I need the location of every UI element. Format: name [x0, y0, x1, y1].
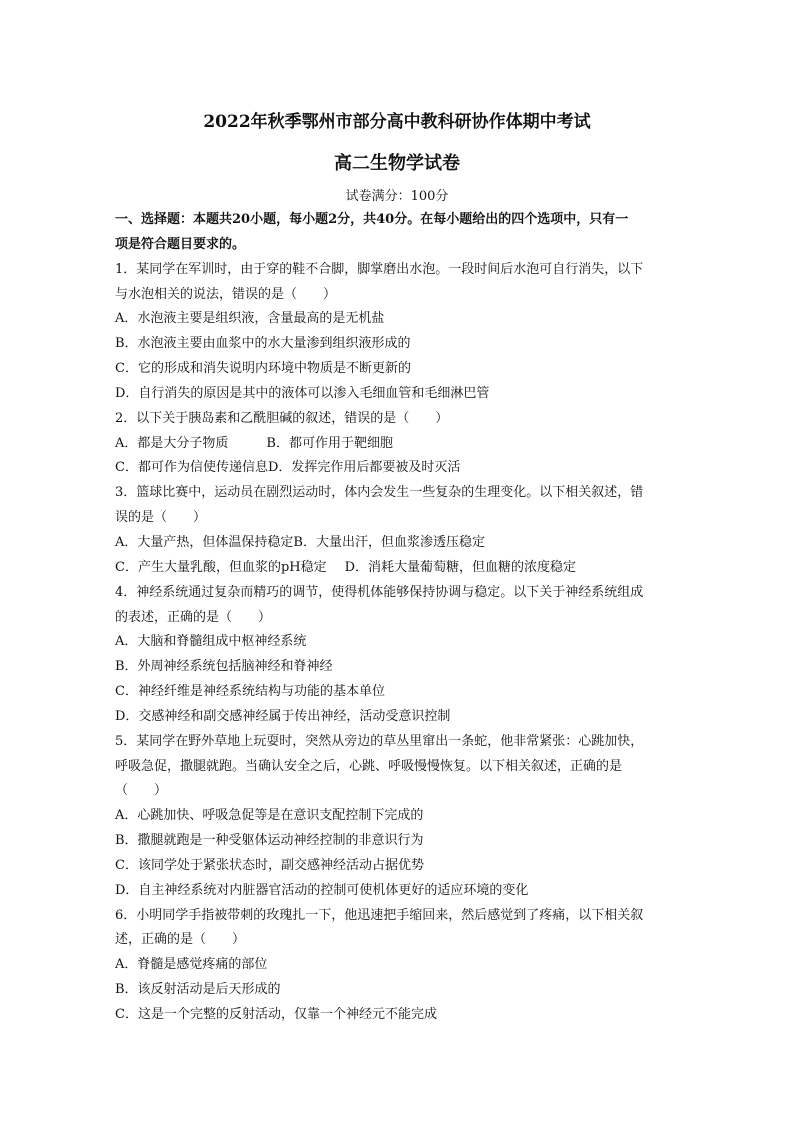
question-4-stem-line-1: 4．神经系统通过复杂而精巧的调节，使得机体能够保持协调与稳定。以下关于神经系统组成	[115, 584, 644, 600]
question-3-stem-line-1: 3．篮球比赛中，运动员在剧烈运动时，体内会发生一些复杂的生理变化。以下相关叙述，错	[115, 485, 644, 501]
section-heading-line-1: 一、选择题：本题共20小题，每小题2分，共40分。在每小题给出的四个选项中，只有一	[115, 212, 629, 227]
question-6-option-b: B．该反射活动是后天形成的	[115, 982, 281, 998]
question-5-stem-line-1: 5．某同学在野外草地上玩耍时，突然从旁边的草丛里窜出一条蛇，他非常紧张：心跳加快，	[115, 733, 644, 749]
question-2-option-a: A．都是大分子物质	[115, 435, 229, 451]
question-1-option-c: C．它的形成和消失说明内环境中物质是不断更新的	[115, 361, 411, 377]
question-4-option-b: B．外周神经系统包括脑神经和脊神经	[115, 659, 333, 675]
question-6-stem-line-2: 述，正确的是（ ）	[115, 932, 246, 948]
question-3-option-a: A．大量产热，但体温保持稳定	[115, 534, 294, 550]
exam-body	[115, 208, 680, 1028]
question-5-option-b: B．撒腿就跑是一种受躯体运动神经控制的非意识行为	[115, 833, 424, 849]
exam-title: 2022年秋季鄂州市部分高中教科研协作体期中考试	[203, 112, 591, 132]
question-4-option-d: D．交感神经和副交感神经属于传出神经，活动受意识控制	[115, 708, 451, 724]
exam-score: 试卷满分：100分	[345, 189, 449, 204]
question-3-options-row-2	[115, 556, 680, 581]
question-4	[115, 581, 680, 730]
question-4-option-c: C．神经纤维是神经系统结构与功能的基本单位	[115, 684, 385, 700]
question-2-options-row-1	[115, 432, 680, 457]
question-3-options-row-1	[115, 531, 680, 556]
question-1-option-b: B．水泡液主要由血浆中的水大量渗到组织液形成的	[115, 336, 411, 352]
question-6-option-a: A．脊髓是感觉疼痛的部位	[115, 957, 268, 973]
question-3-option-b: B．大量出汗，但血浆渗透压稳定	[293, 534, 485, 550]
exam-subtitle: 高二生物学试卷	[334, 153, 460, 174]
question-2-option-d: D．发挥完作用后都要被及时灭活	[267, 460, 461, 476]
section-heading-line-2: 项是符合题目要求的。	[115, 236, 246, 252]
question-1-stem-line-1: 1．某同学在军训时，由于穿的鞋不合脚，脚掌磨出水泡。一段时间后水泡可自行消失，以下	[115, 261, 644, 277]
question-2-stem-line-1: 2．以下关于胰岛素和乙酰胆碱的叙述，错误的是（ ）	[115, 410, 449, 426]
question-2-option-b: B．都可作用于靶细胞	[266, 435, 393, 451]
question-3-option-d: D．消耗大量葡萄糖，但血糖的浓度稳定	[344, 559, 577, 575]
question-2-option-c: C．都可作为信使传递信息	[115, 460, 268, 476]
question-4-stem-line-2: 的表述，正确的是（ ）	[115, 609, 272, 625]
question-2	[115, 407, 680, 482]
question-5-option-d: D．自主神经系统对内脏器官活动的控制可使机体更好的适应环境的变化	[115, 882, 529, 898]
question-1-option-d: D．自行消失的原因是其中的液体可以渗入毛细血管和毛细淋巴管	[115, 385, 490, 401]
question-3-option-c: C．产生大量乳酸，但血浆的pH稳定	[115, 559, 327, 575]
question-6-stem-line-1: 6．小明同学手指被带刺的玫瑰扎一下，他迅速把手缩回来，然后感觉到了疼痛，以下相关叙	[115, 907, 644, 923]
question-6-option-c: C．这是一个完整的反射活动，仅靠一个神经元不能完成	[115, 1007, 437, 1022]
question-6	[115, 904, 680, 1028]
question-5-option-c: C．该同学处于紧张状态时，副交感神经活动占据优势	[115, 857, 424, 873]
question-2-options-row-2	[115, 456, 680, 481]
question-5-stem-line-3: （ ）	[115, 783, 168, 799]
question-4-option-a: A．大脑和脊髓组成中枢神经系统	[115, 634, 307, 650]
question-3	[115, 481, 680, 580]
question-1-stem-line-2: 与水泡相关的说法，错误的是（ ）	[115, 286, 337, 302]
question-5-stem-line-2: 呼吸急促，撒腿就跑。当确认安全之后，心跳、呼吸慢慢恢复。以下相关叙述，正确的是	[115, 758, 623, 774]
question-5	[115, 730, 680, 904]
question-1-option-a: A．水泡液主要是组织液，含量最高的是无机盐	[115, 311, 385, 327]
question-5-option-a: A．心跳加快、呼吸急促等是在意识支配控制下完成的	[115, 808, 424, 824]
question-3-stem-line-2: 误的是（ ）	[115, 510, 207, 526]
question-1	[115, 258, 680, 407]
